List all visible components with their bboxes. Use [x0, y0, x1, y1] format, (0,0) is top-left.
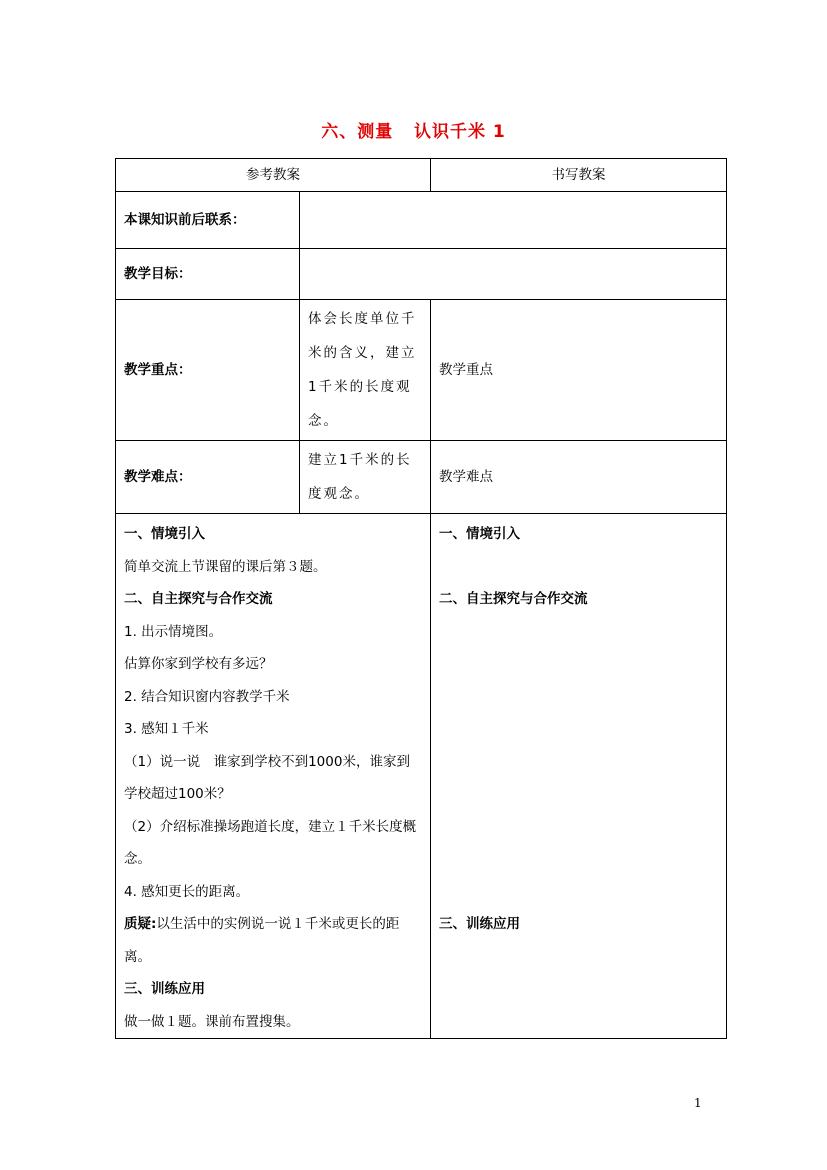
key-point-right: 教学重点: [431, 300, 727, 441]
connection-label: 本课知识前后联系：: [116, 192, 300, 249]
section-3-text: 做一做１题。课前布置搜集。: [124, 1013, 300, 1030]
writing-section-1-heading: 一、情境引入: [439, 526, 520, 542]
step-4-text: 4. 感知更长的距离。: [124, 883, 250, 900]
header-reference-plan: 参考教案: [116, 159, 431, 192]
key-point-label: 教学重点：: [116, 300, 300, 441]
objective-cell: [300, 249, 727, 300]
difficulty-right: 教学难点: [431, 441, 727, 514]
section-1-text: 简单交流上节课留的课后第３题。: [124, 558, 327, 575]
page-title: 六、测量 认识千米 1: [321, 122, 506, 142]
step-3-1-text: （1）说一说 谁家到学校不到1000米，谁家到学校超过100米？: [124, 753, 410, 802]
header-writing-plan: 书写教案: [431, 159, 727, 192]
step-3-2-text: （2）介绍标准操场跑道长度，建立１千米长度概念。: [124, 818, 417, 867]
step-3-text: 3. 感知１千米: [124, 721, 209, 737]
table-row: [116, 249, 727, 300]
table-row: [116, 300, 727, 441]
objective-label: 教学目标：: [116, 249, 300, 300]
writing-section-3-heading: 三、训练应用: [439, 915, 520, 932]
page-number: 1: [694, 1096, 702, 1110]
table-header-row: [116, 159, 727, 192]
table-row: [116, 514, 727, 1039]
section-3-heading: 三、训练应用: [124, 981, 205, 997]
reference-plan-body: [116, 514, 431, 1039]
question-label: 质疑:: [124, 916, 157, 932]
question-text: 以生活中的实例说一说１千米或更长的距离。: [124, 916, 400, 965]
writing-plan-body: [431, 514, 727, 1039]
difficulty-label: 教学难点：: [116, 441, 300, 514]
section-1-heading: 一、情境引入: [124, 526, 205, 542]
step-2-text: 2. 结合知识窗内容教学千米: [124, 688, 290, 705]
step-1-text: 1. 出示情境图。: [124, 623, 223, 640]
section-2-heading: 二、自主探究与合作交流: [124, 591, 273, 607]
question-paragraph: [124, 908, 422, 973]
lesson-plan-table: [115, 158, 727, 1039]
estimate-text: 估算你家到学校有多远？: [124, 656, 273, 672]
table-row: [116, 192, 727, 249]
writing-section-2-heading: 二、自主探究与合作交流: [439, 591, 588, 607]
table-row: [116, 441, 727, 514]
key-point-text: 体会长度单位千米的含义，建立1千米的长度观念。: [300, 300, 431, 441]
connection-cell: [300, 192, 727, 249]
difficulty-text: 建立1千米的长度观念。: [300, 441, 431, 514]
